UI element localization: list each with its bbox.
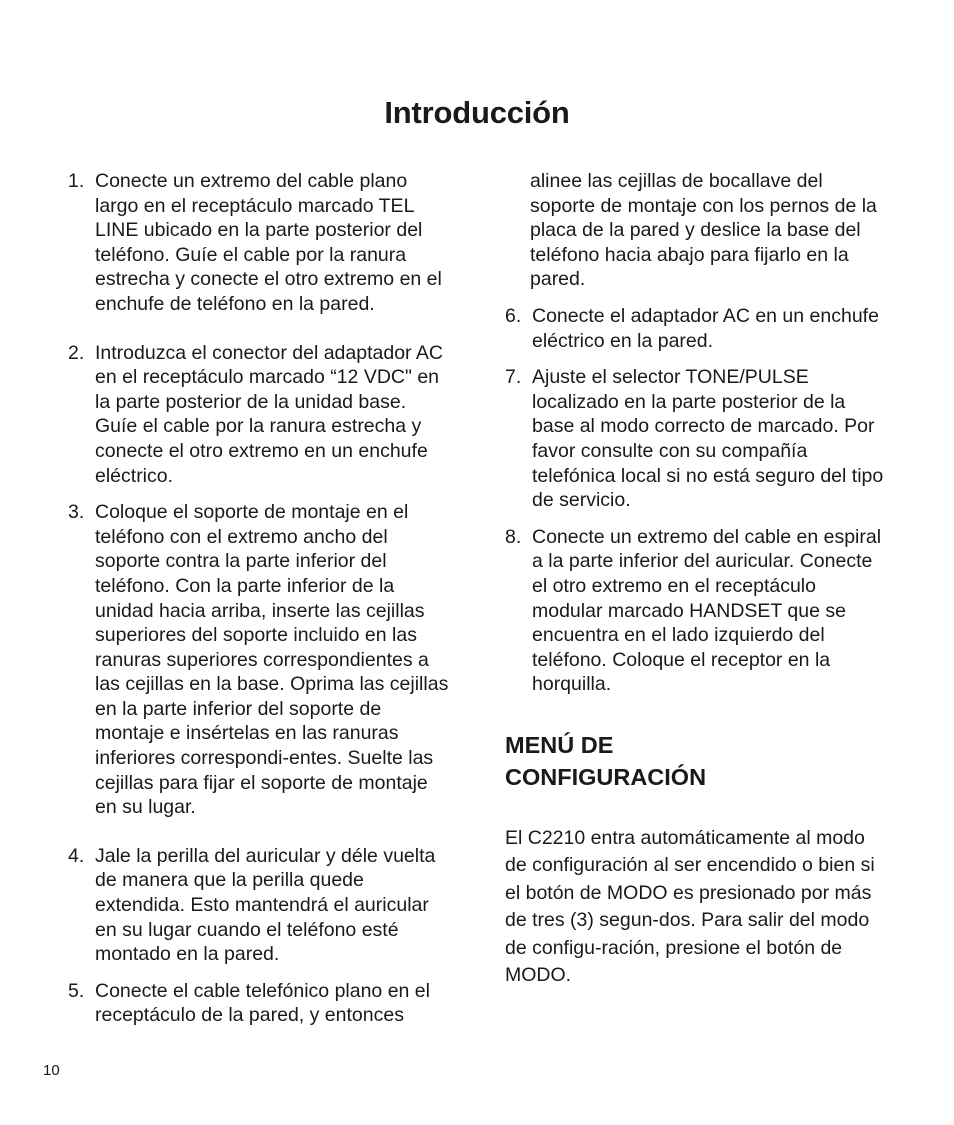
instruction-step-1: [68, 169, 452, 317]
step-text: Introduzca el conector del adaptador AC en el receptáculo marcado “12 VDC" en la parte posterior de la unidad base. Guíe el cable por la ranura estrecha y conecte el otro extremo en un enchufe eléctrico.: [95, 341, 443, 487]
section-heading-line: CONFIGURACIÓN: [505, 763, 707, 790]
step-number: 5.: [68, 979, 85, 1002]
instruction-step-5: [68, 979, 452, 1028]
step-number: 7.: [505, 366, 522, 389]
instruction-step-7: [505, 365, 889, 513]
right-column: [505, 169, 889, 990]
step-number: 4.: [68, 844, 85, 867]
step-number: 8.: [505, 525, 522, 548]
step-5-continuation: alinee las cejillas de bocallave del soporte de montaje con los pernos de la placa de la pared y deslice la base del teléfono hacia abajo para fijarlo en la pared.: [530, 170, 877, 291]
instruction-step-2: [68, 341, 452, 489]
instruction-step-8: [505, 525, 889, 697]
step-text: Conecte el adaptador AC en un enchufe eléctrico en la pared.: [532, 304, 879, 352]
step-text: Jale la perilla del auricular y déle vuelta de manera que la perilla quede extendida. Esto mantendrá el auricular en su lugar cuando el teléfono esté montado en la pared.: [95, 844, 436, 966]
section-heading-line: MENÚ DE: [505, 731, 614, 758]
page-number: 10: [43, 1062, 60, 1079]
step-number: 2.: [68, 341, 85, 364]
instruction-step-3: [68, 500, 452, 820]
step-number: 3.: [68, 501, 85, 524]
page-title: Introducción: [384, 94, 570, 130]
instruction-step-4: [68, 844, 452, 967]
step-text: Ajuste el selector TONE/PULSE localizado en la parte posterior de la base al modo correcto de marcado. Por favor consulte con su compañía telefónica local si no está seguro del tipo de servicio.: [532, 366, 884, 512]
step-text: Coloque el soporte de montaje en el teléfono con el extremo ancho del soporte contra la parte inferior del teléfono. Con la parte inferior de la unidad hacia arriba, inserte las cejillas superiores del soporte incluido en las ranuras superiores correspondientes a las cejillas en la base. Oprima las cejillas en la parte inferior del soporte de montaje e insértelas en las ranuras inferiores correspondi-entes. Suelte las cejillas para fijar el soporte de montaje en su lugar.: [95, 501, 449, 819]
left-column: [68, 169, 452, 1028]
step-text: Conecte un extremo del cable plano largo en el receptáculo marcado TEL LINE ubicado en la parte posterior del teléfono. Guíe el cable por la ranura estrecha y conecte el otro extremo en el enchufe de teléfono en la pared.: [95, 170, 442, 315]
section-body: El C2210 entra automáticamente al modo de configuración al ser encendido o bien si el botón de MODO es presionado por más de tres (3) segun-dos. Para salir del modo de configu-ración, presione el botón de MODO.: [505, 826, 875, 987]
step-number: 1.: [68, 170, 85, 192]
step-text: Conecte el cable telefónico plano en el receptáculo de la pared, y entonces: [95, 979, 430, 1027]
step-text: Conecte un extremo del cable en espiral a la parte inferior del auricular. Conecte el otro extremo en el receptáculo modular marcado HANDSET que se encuentra en el lado izquierdo del teléfono. Coloque el receptor en la horquilla.: [532, 525, 882, 696]
section-heading: [505, 729, 889, 793]
step-number: 6.: [505, 304, 522, 327]
instruction-step-6: [505, 304, 889, 353]
